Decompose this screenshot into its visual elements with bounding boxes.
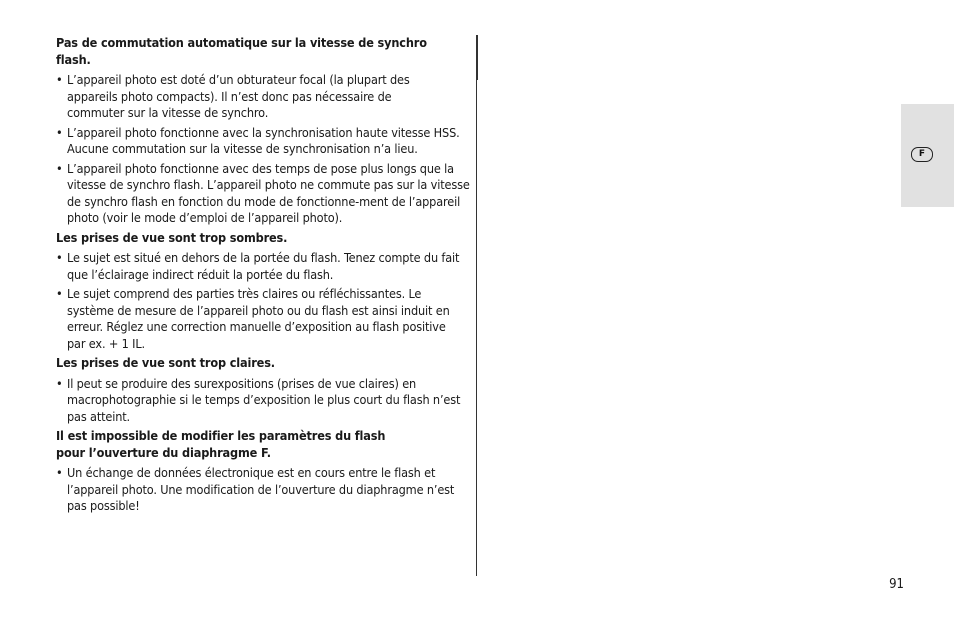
list-item: • Un échange de données électronique est en cours entre le flash et l’appareil photo. Une modification de l’ouverture du diaphragme n’est pas possible! — [56, 465, 477, 515]
column-divider — [476, 35, 477, 576]
section-heading-too-dark: Les prises de vue sont trop sombres. — [56, 229, 288, 245]
list-item: • L’appareil photo fonctionne avec la synchronisation haute vitesse HSS. Aucune commutation sur la vitesse de synchronisation n’a lieu. — [56, 125, 465, 158]
language-badge: F — [911, 147, 933, 162]
list-item: • Le sujet comprend des parties très claires ou réfléchissantes. Le système de mesure de l’appareil photo ou du flash est ainsi induit en erreur. Réglez une correction manuelle d’exposition au flash positive par ex. + 1 IL. — [56, 286, 467, 352]
section-heading-too-bright: Les prises de vue sont trop claires. — [56, 355, 275, 370]
section-heading-aperture: Il est impossible de modifier les paramètres du flash pour l’ouverture du diaphragme F. — [56, 428, 386, 460]
section-heading-synchro: Pas de commutation automatique sur la vitesse de synchro flash. — [56, 35, 427, 67]
list-item: • Le sujet est situé en dehors de la portée du flash. Tenez compte du fait que l’éclairage indirect réduit la portée du flash. — [56, 250, 462, 283]
manual-text-column — [56, 35, 470, 518]
list-item: • Il peut se produire des surexpositions (prises de vue claires) en macrophotographie si le temps d’exposition le plus court du flash n’est pas atteint. — [56, 376, 473, 426]
page-number: 91 — [889, 577, 904, 592]
list-item: • L’appareil photo fonctionne avec des temps de pose plus longs que la vitesse de synchro flash. L’appareil photo ne commute pas sur la vitesse de synchro flash en fonction du mode de fonctionne-ment de l’appareil photo (voir le mode d’emploi de l’appareil photo). — [56, 161, 479, 227]
column-divider-accent — [476, 35, 478, 80]
list-item: • L’appareil photo est doté d’un obturateur focal (la plupart des appareils photo compacts). Il n’est donc pas nécessaire de commuter sur la vitesse de synchro. — [56, 72, 442, 122]
